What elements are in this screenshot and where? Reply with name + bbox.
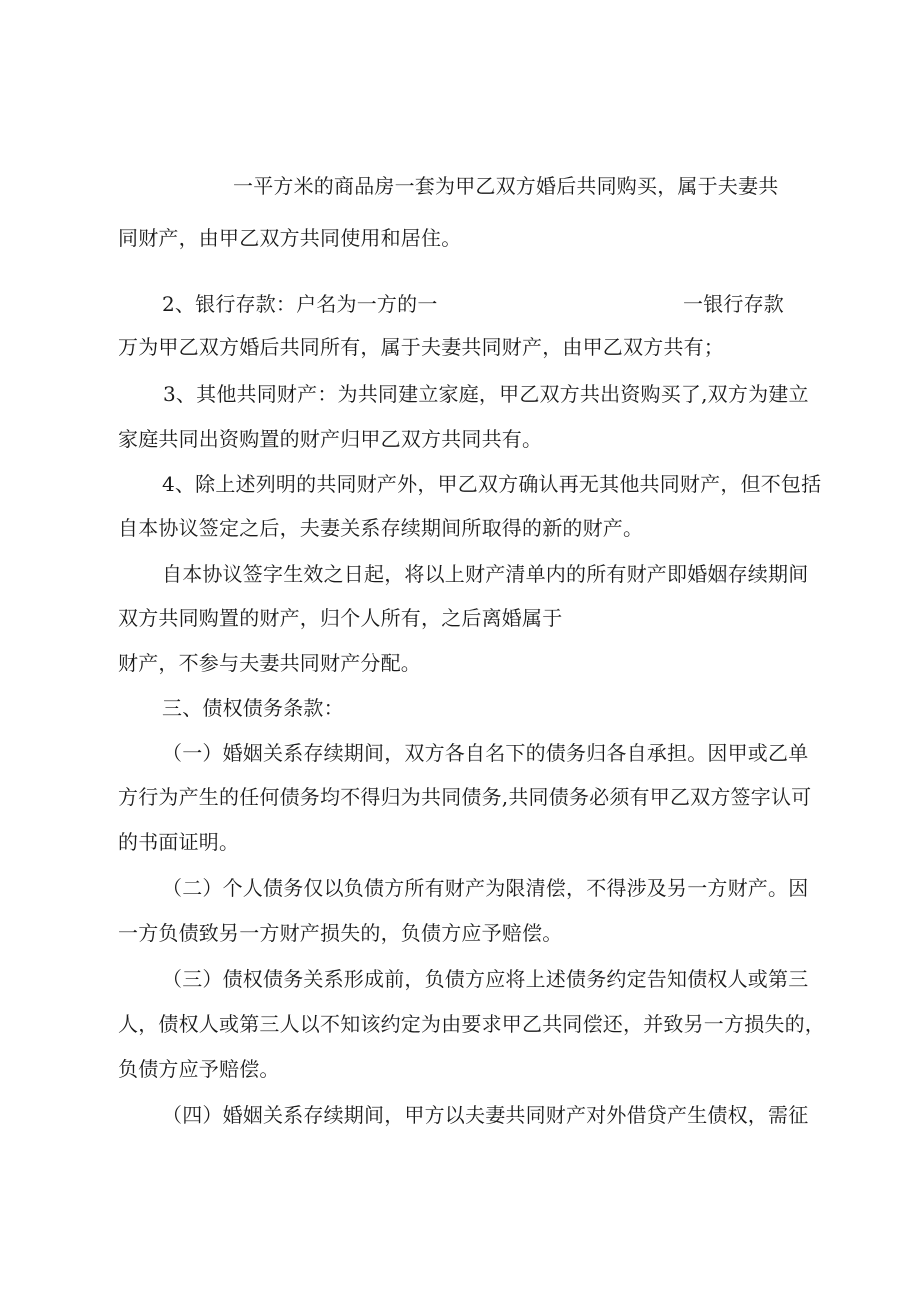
text-line-7: 4、除上述列明的共同财产外，甲乙双方确认再无其他共同财产，但不包括: [162, 472, 822, 496]
text-line-1: 一平方米的商品房一套为甲乙双方婚后共同购买，属于夫妻共: [233, 174, 779, 198]
text-line-15: 的书面证明。: [118, 830, 240, 854]
text-line-9: 自本协议签字生效之日起，将以上财产清单内的所有财产即婚姻存续期间: [162, 562, 809, 586]
text-line-16: （二）个人债务仅以负债方所有财产为限清偿，不得涉及另一方财产。因: [162, 876, 809, 900]
text-line-19: 人，债权人或第三人以不知该约定为由要求甲乙共同偿还，并致另一方损失的，: [118, 1012, 825, 1036]
text-line-14: 方行为产生的任何债务均不得归为共同债务,共同债务必须有甲乙双方签字认可: [118, 785, 812, 809]
text-line-4: 万为甲乙双方婚后共同所有，属于夫妻共同财产，由甲乙双方共有；: [118, 335, 724, 359]
text-line-2: 同财产，由甲乙双方共同使用和居住。: [118, 226, 462, 250]
text-line-10: 双方共同购置的财产，归个人所有，之后离婚属于: [118, 606, 563, 630]
text-line-3b: 一银行存款: [683, 292, 784, 316]
text-line-8: 自本协议签定之后，夫妻关系存续期间所取得的新的财产。: [118, 516, 644, 540]
text-line-18: （三）债权债务关系形成前，负债方应将上述债务约定告知债权人或第三: [162, 967, 809, 991]
text-line-3: 2、银行存款：户名为一方的一: [162, 292, 438, 316]
text-line-11: 财产，不参与夫妻共同财产分配。: [118, 651, 421, 675]
text-line-5: 3、其他共同财产：为共同建立家庭，甲乙双方共出资购买了,双方为建立: [163, 382, 809, 406]
text-line-17: 一方负债致另一方财产损失的，负债方应予赔偿。: [118, 921, 563, 945]
text-line-13: （一）婚姻关系存续期间，双方各自名下的债务归各自承担。因甲或乙单: [162, 741, 809, 765]
section-heading: 三、债权债务条款：: [162, 696, 344, 720]
text-line-6: 家庭共同出资购置的财产归甲乙双方共同共有。: [118, 427, 543, 451]
text-line-20: 负债方应予赔偿。: [118, 1057, 280, 1081]
text-line-21: （四）婚姻关系存续期间，甲方以夫妻共同财产对外借贷产生债权，需征: [162, 1103, 809, 1127]
